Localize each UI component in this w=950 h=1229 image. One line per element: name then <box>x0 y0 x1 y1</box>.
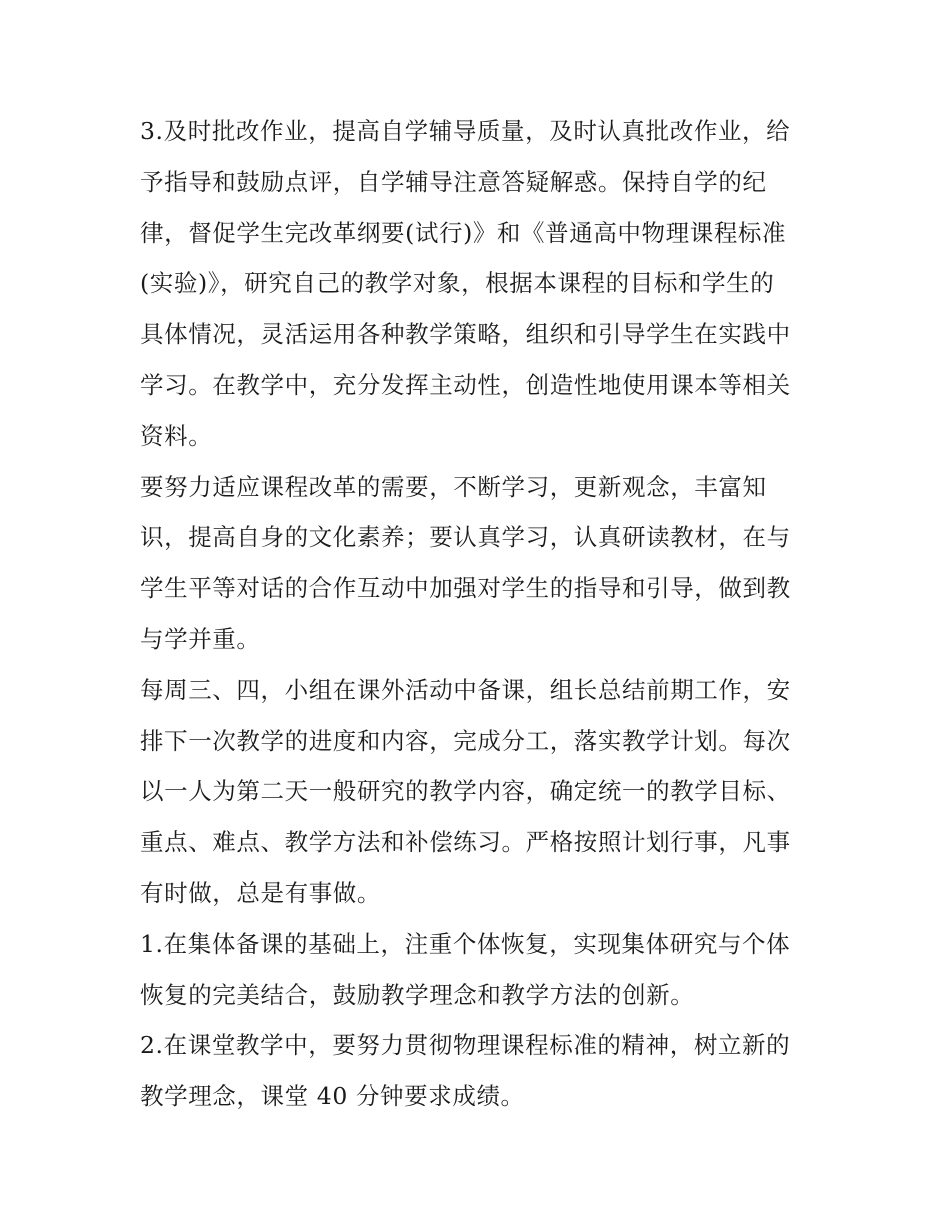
paragraph-item-2 <box>140 1020 820 1122</box>
document-body <box>140 106 820 1122</box>
text-line: 律，督促学生完改革纲要(试行)》和《普通高中物理课程标准 <box>140 218 787 247</box>
text-line: 识，提高自身的文化素养；要认真学习，认真研读教材，在与 <box>140 523 791 552</box>
text-line: 以一人为第二天一般研究的教学内容，确定统一的教学目标、 <box>140 777 791 806</box>
text-line: 学生平等对话的合作互动中加强对学生的指导和引导，做到教 <box>140 574 791 603</box>
text-line: 重点、难点、教学方法和补偿练习。严格按照计划行事，凡事 <box>140 828 791 857</box>
paragraph-lesson-prep <box>140 665 820 919</box>
text-line: 教学理念，课堂 40 分钟要求成绩。 <box>140 1082 525 1111</box>
text-line: 2.在课堂教学中，要努力贯彻物理课程标准的精神，树立新的 <box>140 1031 791 1060</box>
text-line: 与学并重。 <box>140 624 261 653</box>
paragraph-item-1 <box>140 919 820 1021</box>
text-line: 3.及时批改作业，提高自学辅导质量，及时认真批改作业，给 <box>140 117 791 145</box>
text-line: 每周三、四，小组在课外活动中备课，组长总结前期工作，安 <box>140 675 791 704</box>
text-line: 排下一次教学的进度和内容，完成分工，落实教学计划。每次 <box>140 726 791 755</box>
text-line: 有时做，总是有事做。 <box>140 878 381 907</box>
text-line: 资料。 <box>140 421 213 450</box>
text-line: 恢复的完美结合，鼓励教学理念和教学方法的创新。 <box>140 980 695 1009</box>
text-line: 予指导和鼓励点评，自学辅导注意答疑解惑。保持自学的纪 <box>140 167 767 196</box>
paragraph-homework <box>140 106 820 462</box>
text-line: 具体情况，灵活运用各种教学策略，组织和引导学生在实践中 <box>140 320 791 349</box>
text-line: (实验)》，研究自己的教学对象，根据本课程的目标和学生的 <box>140 269 775 298</box>
paragraph-curriculum-reform <box>140 462 820 665</box>
text-line: 1.在集体备课的基础上，注重个体恢复，实现集体研究与个体 <box>140 929 791 958</box>
text-line: 要努力适应课程改革的需要，不断学习，更新观念，丰富知 <box>140 472 767 501</box>
text-line: 学习。在教学中，充分发挥主动性，创造性地使用课本等相关 <box>140 370 791 399</box>
